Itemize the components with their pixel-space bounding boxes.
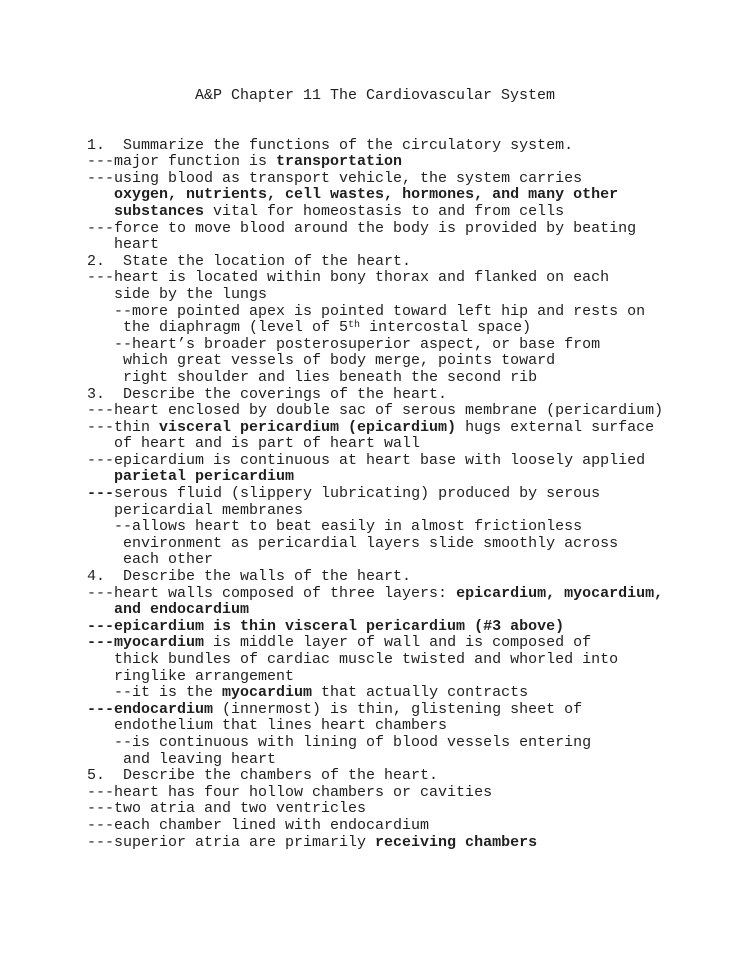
text-segment: --more pointed apex is pointed toward left hip and rests on: [87, 302, 646, 320]
text-segment: heart: [87, 236, 160, 254]
text-segment: ---force to move blood around the body is provided by beating: [87, 219, 637, 237]
bold-text: and endocardium: [114, 601, 250, 619]
bold-text: transportation: [276, 153, 403, 171]
text-segment: intercostal space): [360, 319, 532, 337]
text-segment: thick bundles of cardiac muscle twisted and whorled into: [87, 651, 619, 668]
text-segment: ringlike arrangement: [87, 667, 295, 685]
text-line: [87, 586, 750, 603]
text-line: [87, 287, 750, 304]
text-segment: ---heart walls composed of three layers:: [87, 584, 457, 602]
text-segment: vital for homeostasis to and from cells: [204, 202, 565, 220]
text-line: [87, 353, 750, 370]
text-line: [87, 768, 750, 785]
text-segment: --is continuous with lining of blood vessels entering: [87, 733, 592, 751]
text-line: [87, 735, 750, 752]
text-segment: ---two atria and two ventricles: [87, 800, 367, 818]
text-segment: side by the lungs: [87, 285, 268, 303]
text-line: [87, 752, 750, 769]
text-segment: environment as pericardial layers slide smoothly across: [87, 534, 619, 552]
superscript-text: th: [348, 319, 361, 331]
text-segment: ---heart enclosed by double sac of serous membrane (pericardium): [87, 402, 664, 420]
bold-text: ---endocardium: [87, 700, 214, 718]
text-segment: (innermost) is thin, glistening sheet of: [213, 700, 583, 718]
bold-text: epicardium, myocardium,: [456, 584, 664, 602]
text-segment: of heart and is part of heart wall: [87, 435, 421, 453]
text-line: [87, 171, 750, 188]
text-line: [87, 469, 750, 486]
text-segment: 3. Describe the coverings of the heart.: [87, 385, 448, 403]
text-line: [87, 652, 750, 669]
text-segment: and leaving heart: [87, 750, 277, 768]
text-line: [87, 669, 750, 686]
text-segment: 2. State the location of the heart.: [87, 252, 412, 270]
text-line: [87, 486, 750, 503]
text-segment: [87, 186, 114, 203]
text-segment: ---each chamber lined with endocardium: [87, 816, 430, 834]
text-segment: each other: [87, 551, 214, 569]
text-line: [87, 420, 750, 437]
text-line: [87, 254, 750, 271]
text-line: [87, 320, 750, 337]
bold-text: receiving chambers: [375, 833, 538, 851]
text-segment: ---using blood as transport vehicle, the system carries: [87, 169, 583, 187]
text-segment: ---thin: [87, 418, 160, 436]
text-segment: ---heart has four hollow chambers or cavities: [87, 783, 493, 801]
text-segment: is middle layer of wall and is composed of: [204, 634, 592, 652]
text-line: [87, 304, 750, 321]
text-line: [87, 519, 750, 536]
text-segment: pericardial membranes: [87, 501, 304, 519]
text-line: [87, 619, 750, 636]
text-segment: the diaphragm (level of 5: [87, 319, 349, 337]
text-line: [87, 685, 750, 702]
bold-text: substances: [114, 202, 205, 220]
text-line: [87, 835, 750, 852]
text-segment: ---heart is located within bony thorax and flanked on each: [87, 269, 610, 287]
text-line: [87, 154, 750, 171]
text-segment: ---major function is: [87, 153, 277, 171]
text-segment: ---superior atria are primarily: [87, 833, 376, 851]
text-line: [87, 453, 750, 470]
text-line: [87, 635, 750, 652]
bold-text: parietal pericardium: [114, 468, 295, 486]
text-segment: that actually contracts: [312, 684, 529, 702]
text-segment: --allows heart to beat easily in almost frictionless: [87, 518, 583, 536]
text-line: [87, 602, 750, 619]
text-line: [87, 801, 750, 818]
text-line: [87, 403, 750, 420]
text-line: [87, 818, 750, 835]
text-line: [87, 370, 750, 387]
text-segment: 1. Summarize the functions of the circulatory system.: [87, 136, 574, 154]
text-line: [87, 387, 750, 404]
text-segment: [87, 468, 114, 485]
text-line: [87, 436, 750, 453]
text-line: [87, 536, 750, 553]
text-line: [87, 187, 750, 204]
text-line: [87, 237, 750, 254]
text-line: [87, 702, 750, 719]
text-line: [87, 569, 750, 586]
text-segment: ---epicardium is continuous at heart base with loosely applied: [87, 451, 646, 469]
text-line: [87, 785, 750, 802]
text-segment: --it is the: [87, 684, 223, 702]
text-segment: hugs external surface: [456, 418, 655, 436]
text-line: [87, 503, 750, 520]
document-title: A&P Chapter 11 The Cardiovascular System: [194, 87, 556, 104]
text-segment: [87, 203, 114, 220]
text-segment: serous fluid (slippery lubricating) produced by serous: [114, 485, 601, 503]
bold-text: ---myocardium: [87, 634, 205, 652]
bold-text: myocardium: [222, 684, 313, 702]
text-segment: --heart’s broader posterosuperior aspect, or base from: [87, 335, 601, 353]
text-line: [87, 718, 750, 735]
text-segment: which great vessels of body merge, points toward: [87, 352, 556, 370]
bold-text: visceral pericardium (epicardium): [159, 418, 457, 436]
text-line: [87, 221, 750, 238]
text-line: [87, 204, 750, 221]
bold-text: oxygen, nutrients, cell wastes, hormones, and many other: [114, 186, 619, 204]
text-line: [87, 270, 750, 287]
text-segment: right shoulder and lies beneath the second rib: [87, 368, 538, 386]
text-line: [87, 552, 750, 569]
text-segment: [87, 601, 114, 618]
text-segment: 4. Describe the walls of the heart.: [87, 568, 412, 586]
text-segment: 5. Describe the chambers of the heart.: [87, 767, 439, 785]
bold-text: ---epicardium is thin visceral pericardium (#3 above): [87, 617, 565, 635]
text-segment: endothelium that lines heart chambers: [87, 717, 448, 735]
text-line: [87, 138, 750, 155]
text-line: [87, 337, 750, 354]
document-body: [87, 138, 750, 852]
bold-text: ---: [87, 485, 115, 503]
